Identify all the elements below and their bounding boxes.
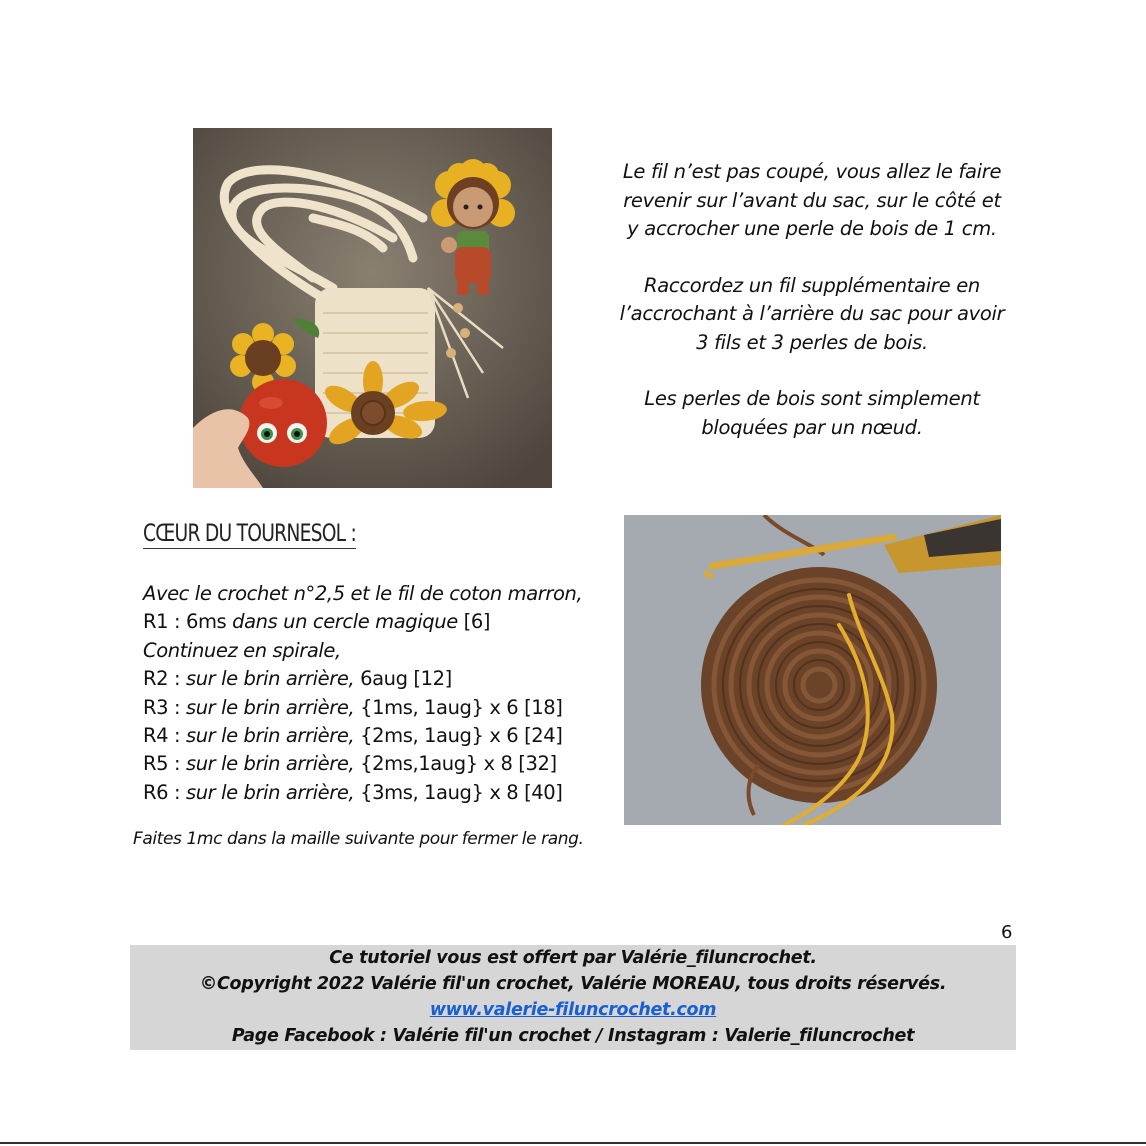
footer-offered-by: Ce tutoriel vous est offert par Valérie_filuncrochet. (329, 948, 817, 968)
pattern-instructions (143, 580, 603, 807)
intro-line: y accrocher une perle de bois de 1 cm. (627, 217, 997, 240)
crochet-bag-photo (193, 128, 552, 488)
intro-paragraph-1 (612, 158, 1012, 244)
intro-line: l’accrochant à l’arrière du sac pour avoir (619, 302, 1005, 325)
pattern-row-r5: R5 : sur le brin arrière, {2ms,1aug} x 8 [32] (143, 752, 557, 776)
pattern-row-r1: R1 : 6ms dans un cercle magique [6] (143, 610, 491, 634)
intro-line: revenir sur l’avant du sac, sur le côté et (623, 188, 1001, 212)
pattern-row-r2: R2 : sur le brin arrière, 6aug [12] (143, 667, 452, 691)
pattern-row-r3: R3 : sur le brin arrière, {1ms, 1aug} x 6 [18] (143, 695, 563, 719)
pattern-intro-line: Avec le crochet n°2,5 et le fil de coton marron, (143, 582, 583, 605)
website-link[interactable]: www.valerie-filuncrochet.com (429, 1000, 717, 1020)
intro-line: Les perles de bois sont simplement (644, 387, 980, 410)
intro-line: bloquées par un nœud. (701, 415, 923, 439)
closing-instruction: Faites 1mc dans la maille suivante pour fermer le rang. (133, 829, 584, 849)
page-number: 6 (1001, 922, 1013, 943)
footer-copyright: ©Copyright 2022 Valérie fil'un crochet, Valérie MOREAU, tous droits réservés. (199, 974, 947, 994)
intro-line: Raccordez un fil supplémentaire en (644, 273, 980, 297)
bottom-divider (0, 1142, 1146, 1144)
pattern-spiral-line: Continuez en spirale, (143, 638, 341, 662)
intro-line: Le fil n’est pas coupé, vous allez le faire (622, 160, 1002, 183)
pattern-row-r6: R6 : sur le brin arrière, {3ms, 1aug} x 8 [40] (143, 780, 563, 804)
intro-line: 3 fils et 3 perles de bois. (696, 330, 928, 354)
sunflower-core-photo (624, 515, 1001, 825)
intro-paragraph-3 (612, 385, 1012, 442)
pattern-row-r4: R4 : sur le brin arrière, {2ms, 1aug} x 6 [24] (143, 724, 563, 748)
footer-social: Page Facebook : Valérie fil'un crochet / Instagram : Valerie_filuncrochet (231, 1026, 915, 1046)
section-title: CŒUR DU TOURNESOL : (143, 519, 357, 547)
copyright-footer (130, 945, 1016, 1050)
intro-text (612, 158, 1012, 470)
intro-paragraph-2 (612, 272, 1012, 358)
